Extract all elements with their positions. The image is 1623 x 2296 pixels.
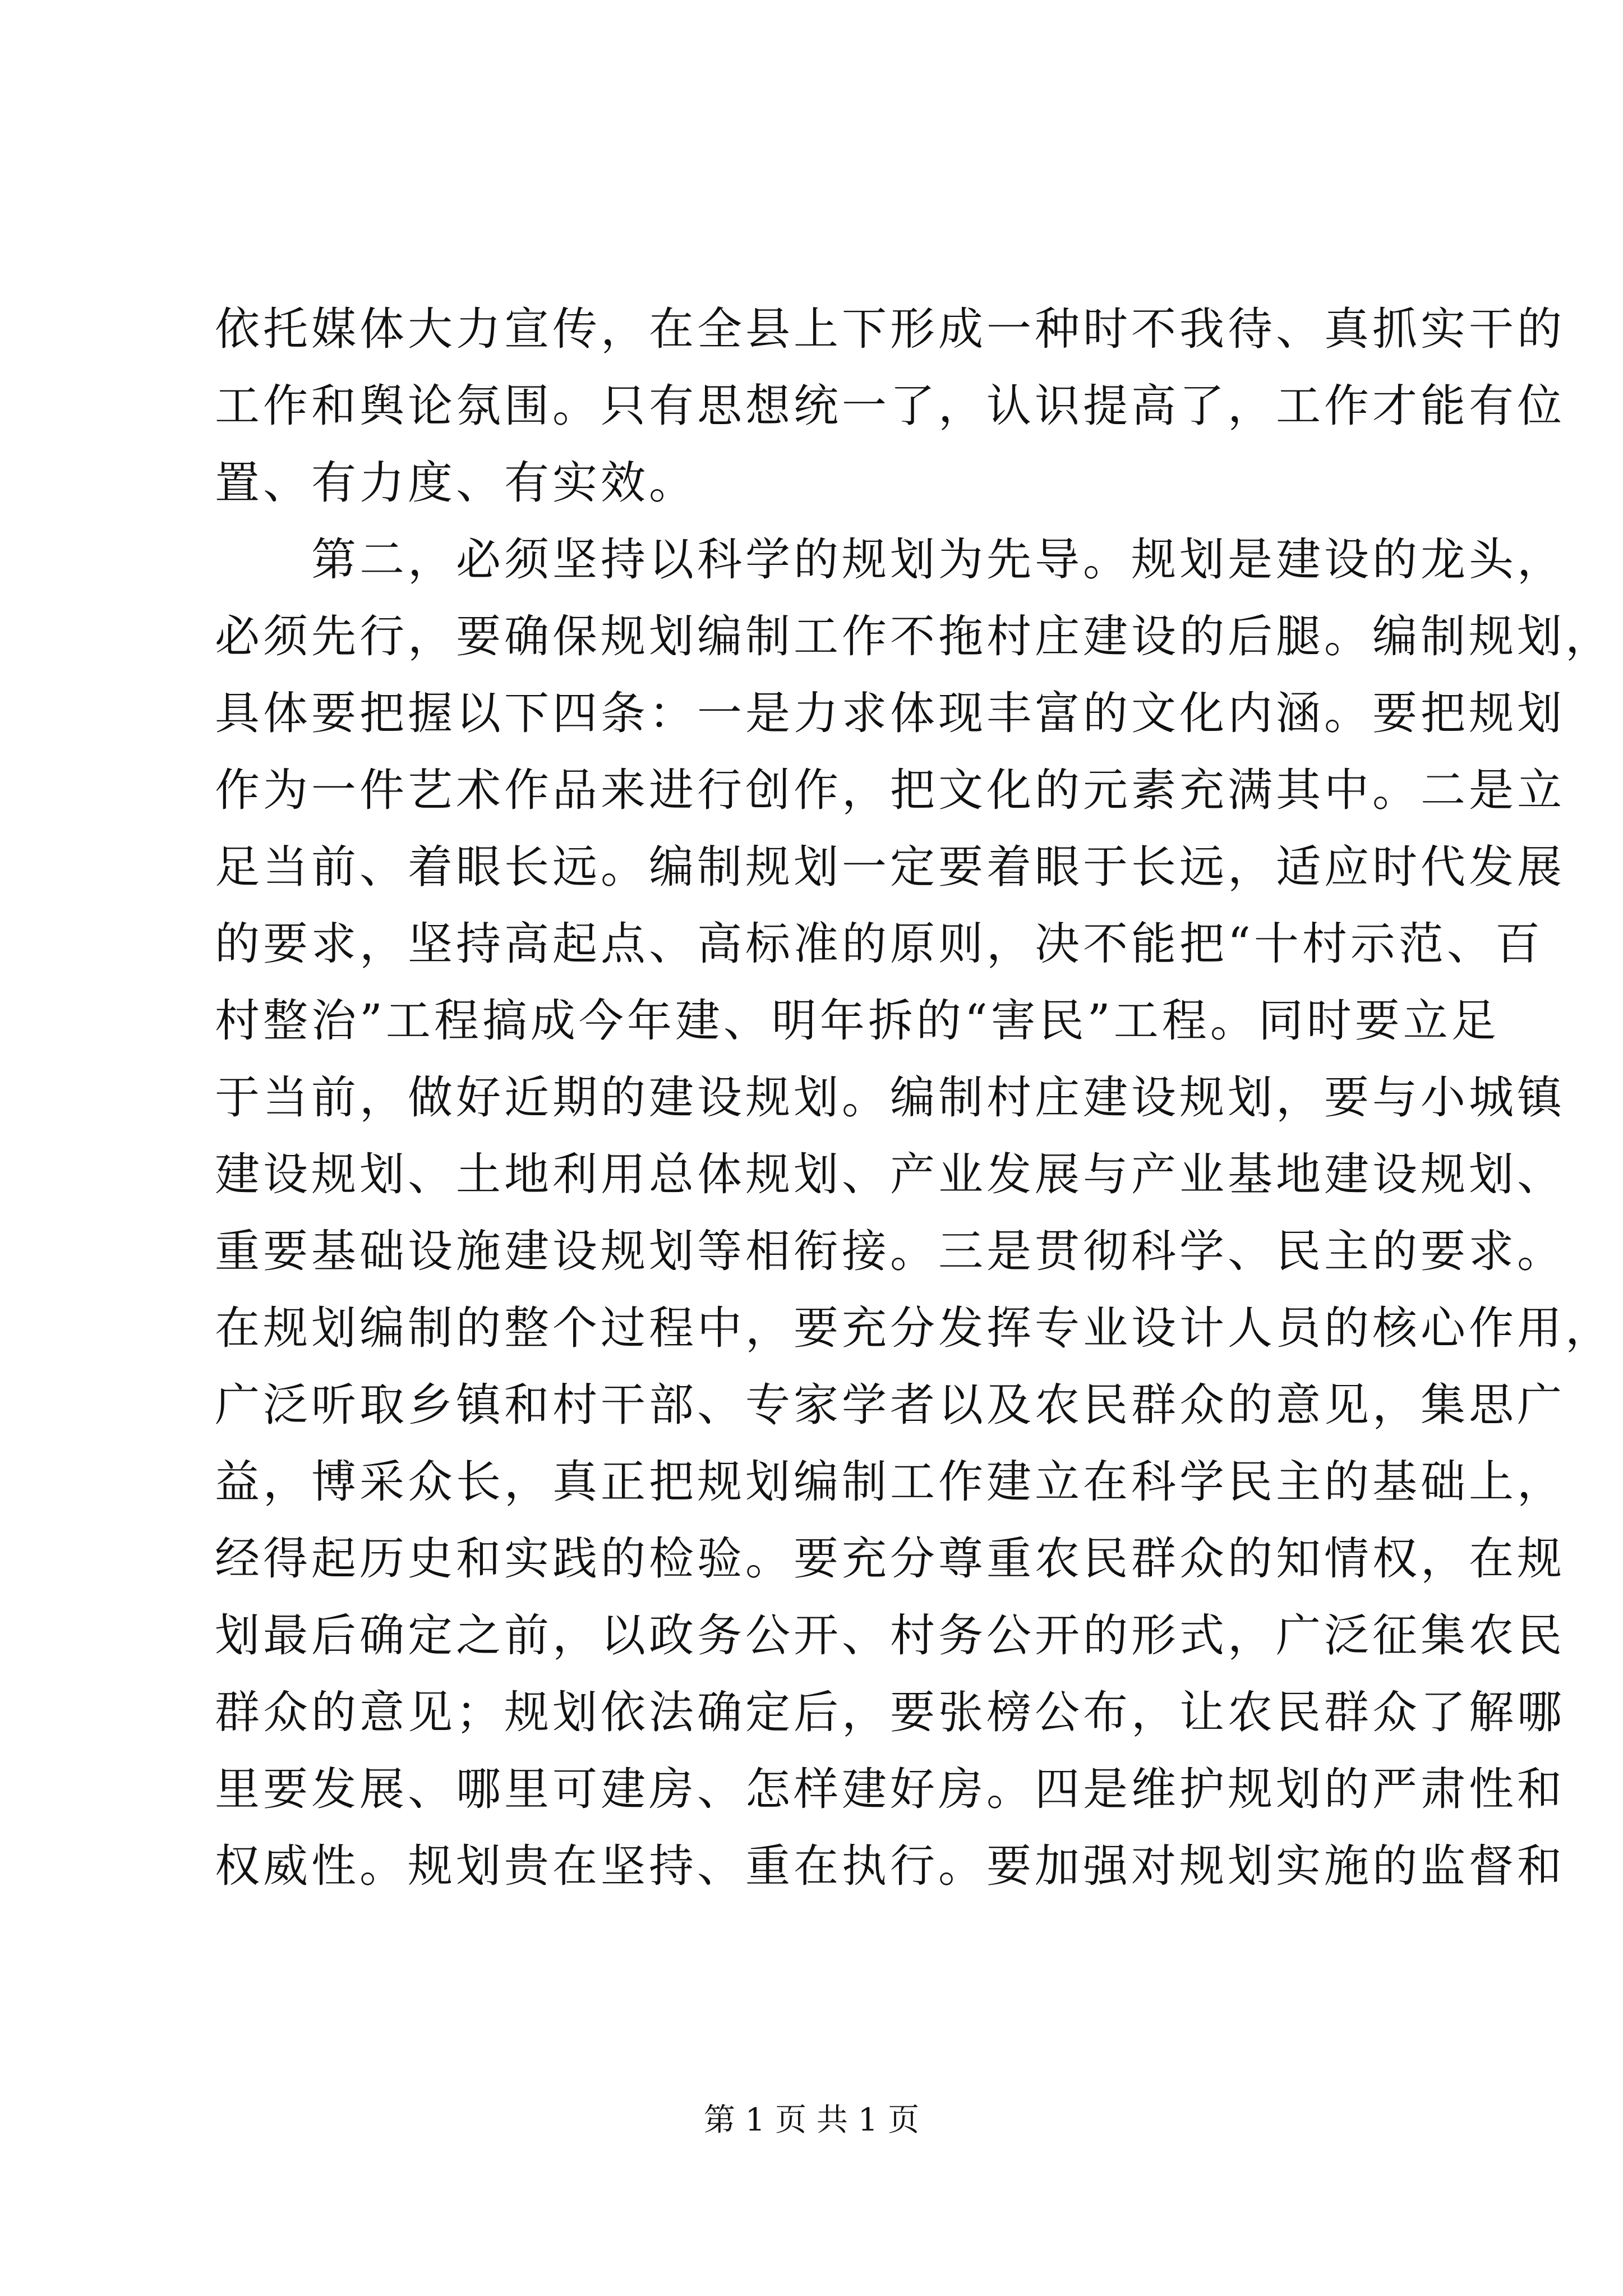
text-line: 足当前、着眼长远。编制规划一定要着眼于长远，适应时代发展 <box>215 841 1565 893</box>
body-text <box>215 291 1613 1904</box>
text-line: 里要发展、哪里可建房、怎样建好房。四是维护规划的严肃性和 <box>215 1763 1565 1815</box>
text-line: 工作和舆论氛围。只有思想统一了，认识提高了，工作才能有位 <box>215 380 1565 432</box>
text-line: 在规划编制的整个过程中，要充分发挥专业设计人员的核心作用， <box>215 1302 1613 1354</box>
text-line: 必须先行，要确保规划编制工作不拖村庄建设的后腿。编制规划， <box>215 610 1613 662</box>
text-line: 划最后确定之前，以政务公开、村务公开的形式，广泛征集农民 <box>215 1609 1565 1662</box>
text-line: 重要基础设施建设规划等相衔接。三是贯彻科学、民主的要求。 <box>215 1225 1565 1277</box>
text-line: 第二，必须坚持以科学的规划为先导。规划是建设的龙头， <box>215 533 1565 586</box>
text-line: 依托媒体大力宣传，在全县上下形成一种时不我待、真抓实干的 <box>215 303 1565 355</box>
text-line: 置、有力度、有实效。 <box>215 457 697 509</box>
text-line: 权威性。规划贵在坚持、重在执行。要加强对规划实施的监督和 <box>215 1840 1565 1892</box>
text-line: 建设规划、土地利用总体规划、产业发展与产业基地建设规划、 <box>215 1148 1565 1200</box>
text-line: 村整治”工程搞成今年建、明年拆的“害民”工程。同时要立足 <box>215 995 1500 1047</box>
text-line: 广泛听取乡镇和村干部、专家学者以及农民群众的意见，集思广 <box>215 1379 1565 1431</box>
text-line: 经得起历史和实践的检验。要充分尊重农民群众的知情权，在规 <box>215 1533 1565 1585</box>
page-footer: 第 1 页 共 1 页 <box>703 2102 920 2138</box>
text-line: 群众的意见；规划依法确定后，要张榜公布，让农民群众了解哪 <box>215 1686 1565 1738</box>
text-line: 的要求，坚持高起点、高标准的原则，决不能把“十村示范、百 <box>215 918 1543 970</box>
text-line: 于当前，做好近期的建设规划。编制村庄建设规划，要与小城镇 <box>215 1071 1565 1124</box>
text-line: 益，博采众长，真正把规划编制工作建立在科学民主的基础上， <box>215 1456 1565 1508</box>
text-line: 作为一件艺术作品来进行创作，把文化的元素充满其中。二是立 <box>215 764 1565 816</box>
text-line: 具体要把握以下四条：一是力求体现丰富的文化内涵。要把规划 <box>215 687 1565 739</box>
